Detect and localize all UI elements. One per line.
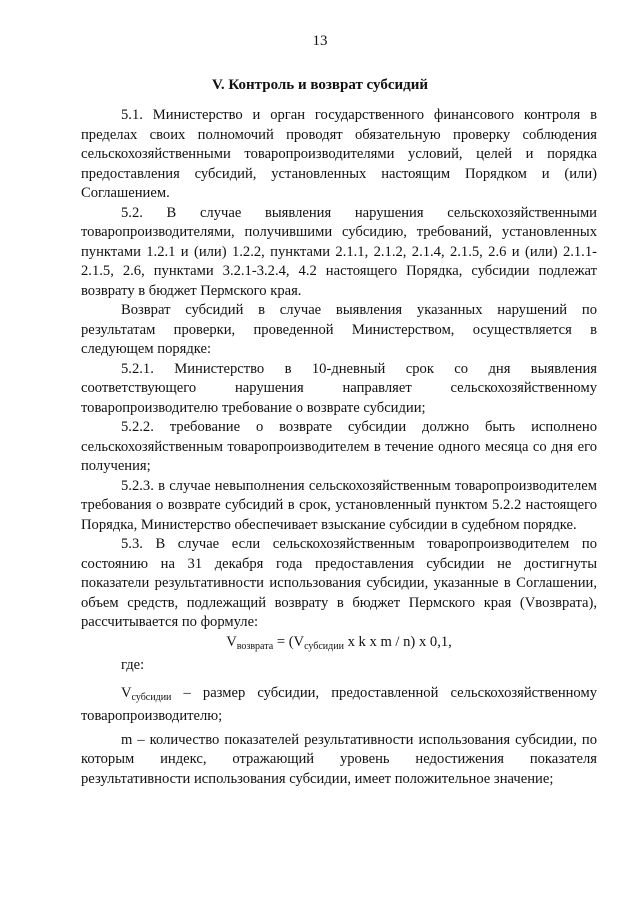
paragraph-5-1: 5.1. Министерство и орган государственного финансового контроля в пределах своих полномочий проводят обязательную проверку соблюдения сельскохозяйственными товаропроизводителями условий, целей и порядка предоставления субсидий, установленных настоящим Порядком и (или) Соглашением. — [81, 107, 597, 201]
paragraph-5-2-1: 5.2.1. Министерство в 10-дневный срок со дня выявления соответствующего нарушения направляет сельскохозяйственному товаропроизводителю требование о возврате субсидии; — [81, 360, 597, 416]
formula-v: V — [226, 633, 237, 650]
formula-sub-return: возврата — [236, 640, 274, 652]
paragraph-5-2: 5.2. В случае выявления нарушения сельскохозяйственными товаропроизводителями, получившими субсидию, требований, установленных пунктами 1.2.1 и (или) 1.2.2, пунктами 2.1.1, 2.1.2, 2.1.4, 2.1.5, 2.6 и (или) 2.1.1-2.1.5, 2.6, пунктами 3.2.1-3.2.4, 4.2 настоящего Порядка, субсидии подлежат возврату в бюджет Пермского края. — [81, 204, 597, 299]
formula-rest: x k x m / n) x 0,1, — [343, 633, 452, 650]
page-number: 13 — [312, 33, 328, 49]
document-body — [81, 106, 597, 789]
definition-m: m – количество показателей результативности использования субсидии, по которым индекс, отражающий уровень недостижения показателя результативности использования субсидии, имеет положительное значение; — [81, 731, 597, 787]
paragraph-5-3: 5.3. В случае если сельскохозяйственным товаропроизводителем по состоянию на 31 декабря года предоставления субсидии не достигнуты показатели результативности использования субсидии, указанные в Соглашении, объем средств, подлежащий возврату в бюджет Пермского края (Vвозврата), рассчитывается по формуле: — [81, 536, 597, 630]
where-label: где: — [121, 657, 145, 673]
definition-v-subsidy — [81, 684, 597, 727]
formula-sub-subsidy: субсидии — [304, 640, 344, 652]
paragraph-5-2-2: 5.2.2. требование о возврате субсидии должно быть исполнено сельскохозяйственным товаропроизводителем в течение одного месяца со дня его получения; — [81, 419, 597, 474]
def-v-sub: субсидии — [131, 691, 172, 703]
def-v-symbol: V — [121, 684, 132, 701]
paragraph-5-2-3: 5.2.3. в случае невыполнения сельскохозяйственным товаропроизводителем требования о возврате субсидий в срок, установленный пунктом 5.2.2 настоящего Порядка, Министерство обеспечивает взыскание субсидии в судебном порядке. — [81, 477, 597, 533]
formula-mid: = (V — [273, 633, 305, 650]
section-heading: V. Контроль и возврат субсидий — [212, 77, 428, 93]
paragraph-return-order: Возврат субсидий в случае выявления указанных нарушений по результатам проверки, проведенной Министерством, осуществляется в следующем порядке: — [81, 302, 597, 357]
def-v-text: – размер субсидии, предоставленной сельскохозяйственному товаропроизводителю; — [81, 684, 597, 724]
formula — [81, 633, 597, 657]
